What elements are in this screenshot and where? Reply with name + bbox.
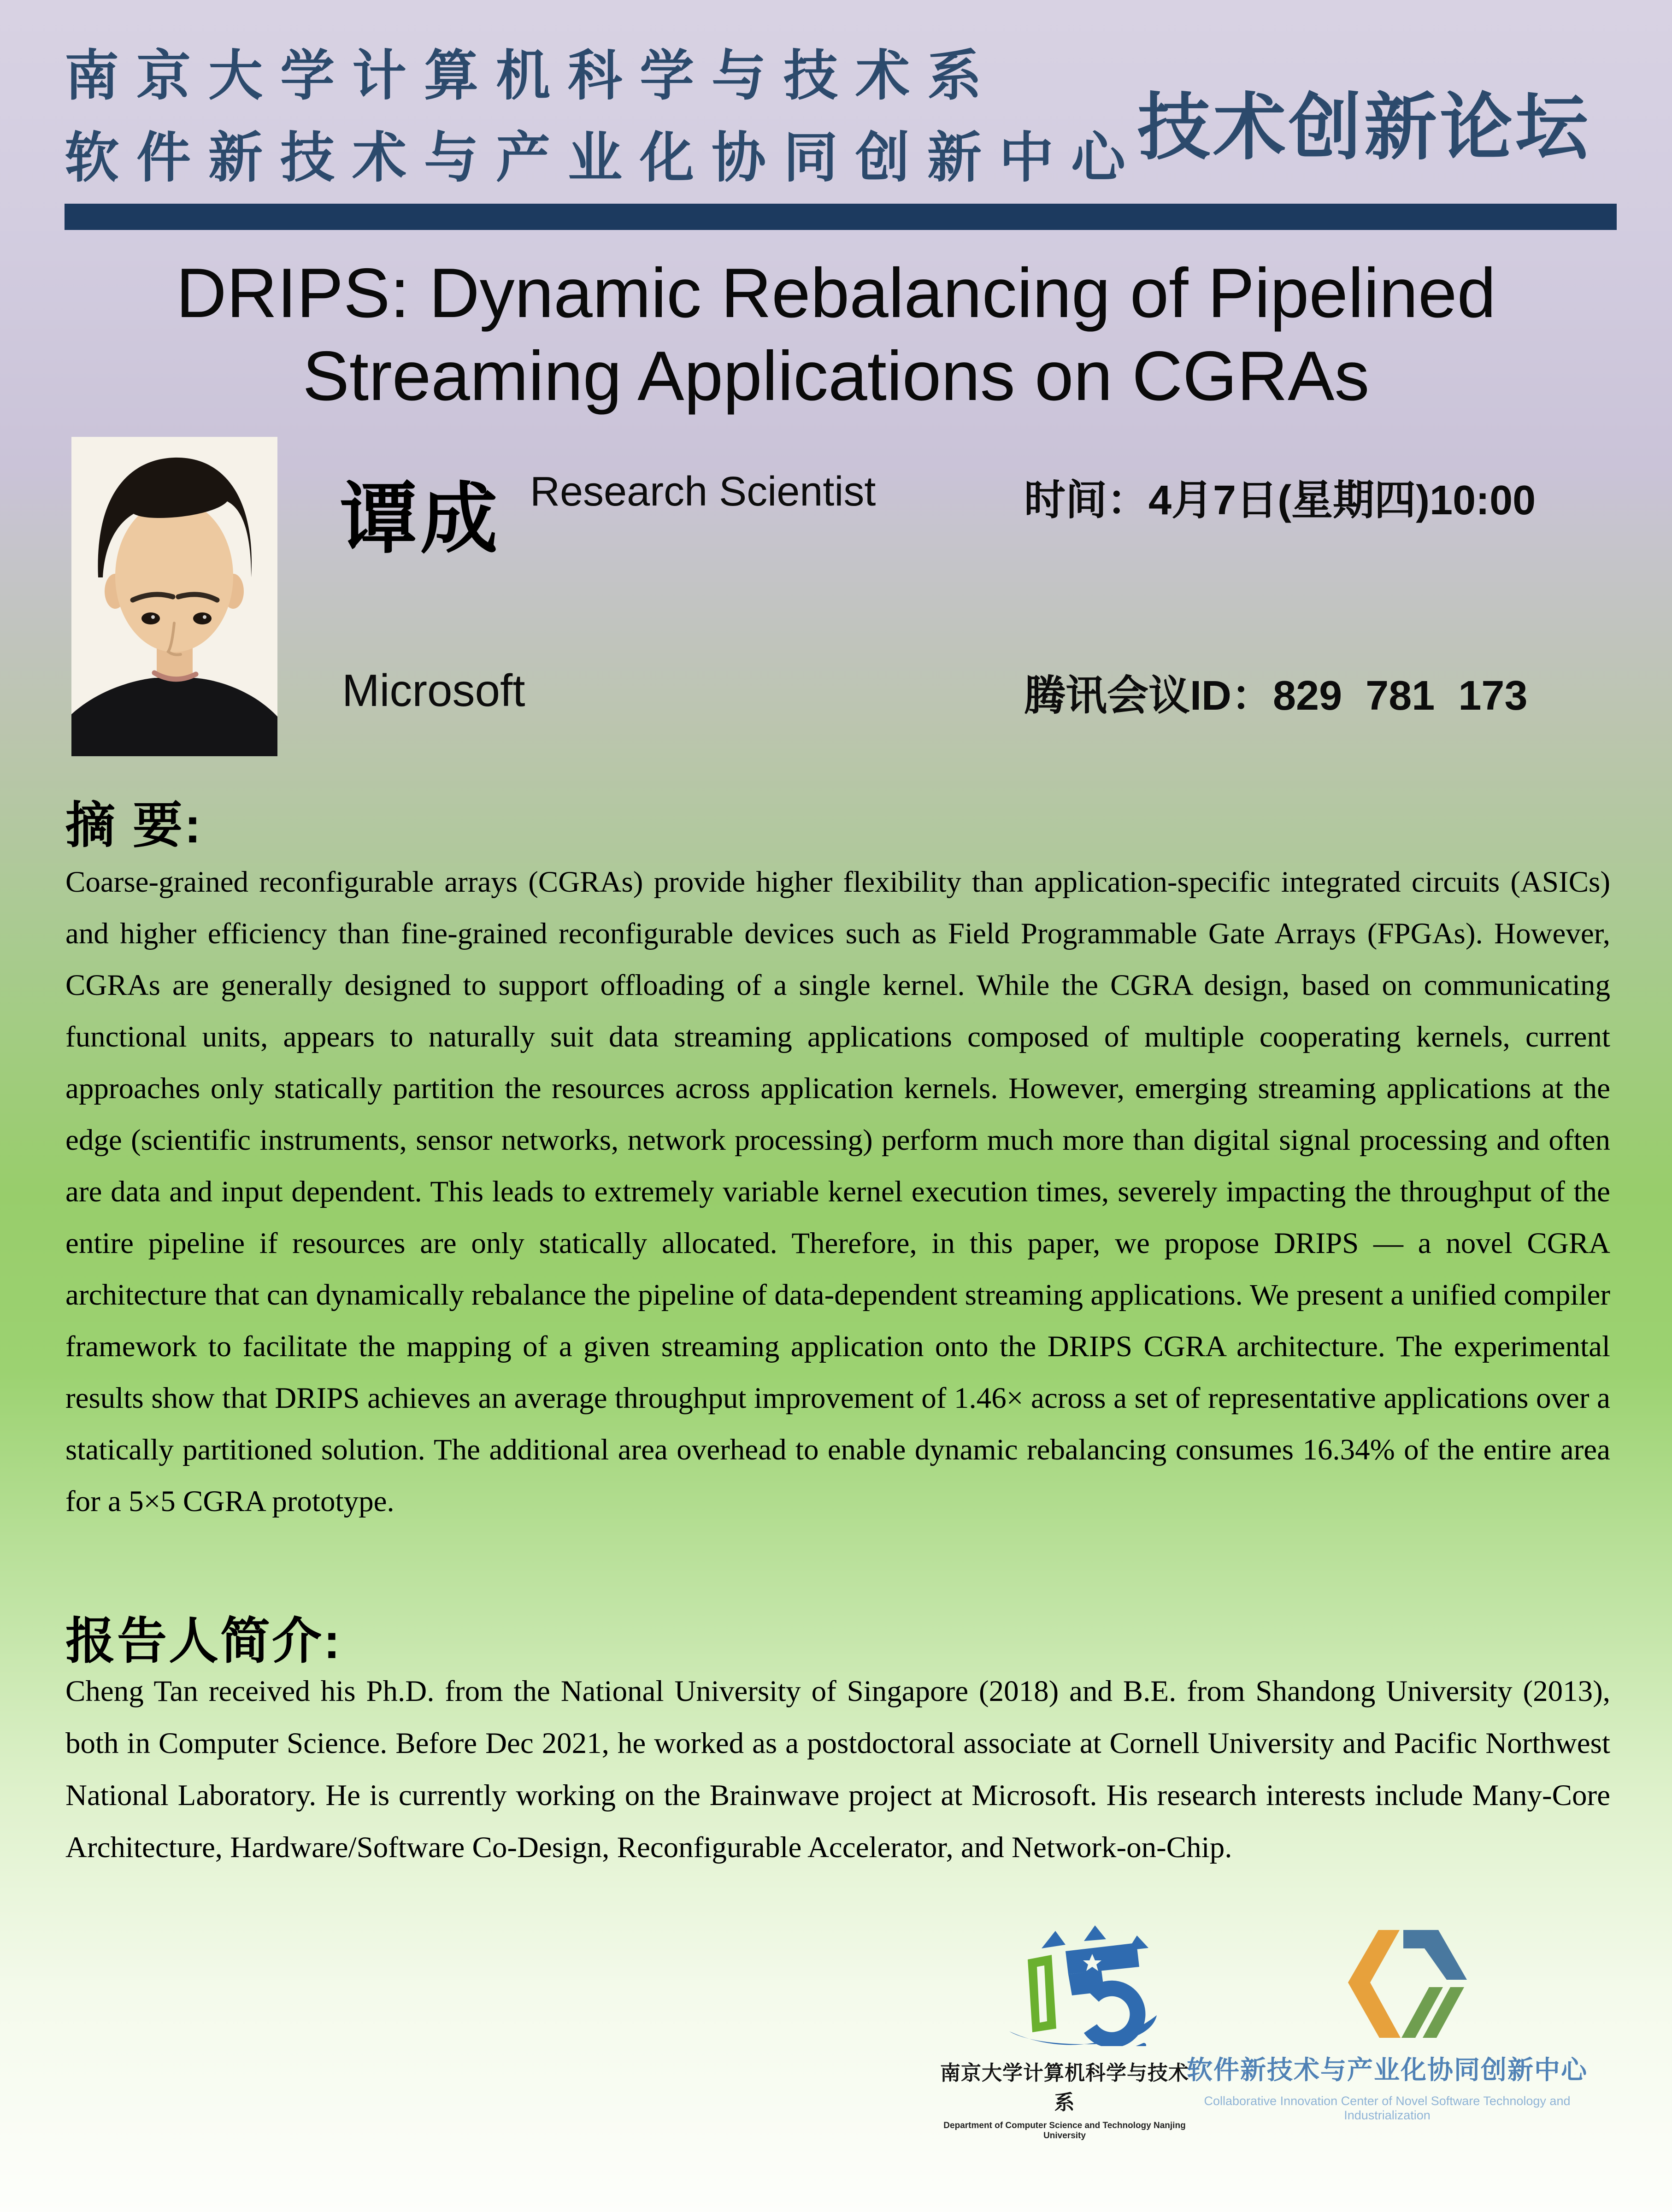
talk-title-line1: DRIPS: Dynamic Rebalancing of Pipelined	[176, 254, 1496, 332]
abstract-body: Coarse-grained reconfigurable arrays (CGRAs) provide higher flexibility than application-specific integrated circuits (ASICs) and higher efficiency than fine-grained reconfigurable devices such as Field Programmable Gate Arrays (FPGAs). However, CGRAs are generally designed to support offloading of a single kernel. While the CGRA design, based on communicating functional units, appears to naturally suit data streaming applications composed of multiple cooperating kernels, current approaches only statically partition the resources across application kernels. However, emerging streaming applications at the edge (scientific instruments, sensor networks, network processing) perform much more than digital signal processing and often are data and input dependent. This leads to extremely variable kernel execution times, severely impacting the throughput of the entire pipeline if resources are only statically allocated. Therefore, in this paper, we propose DRIPS — a novel CGRA architecture that can dynamically rebalance the pipeline of data-dependent streaming applications. We present a unified compiler framework to facilitate the mapping of a given streaming application onto the DRIPS CGRA architecture. The experimental results show that DRIPS achieves an average throughput improvement of 1.46× across a set of representative applications over a statically partitioned solution. The additional area overhead to enable dynamic rebalancing consumes 16.34% of the entire area for a 5×5 CGRA prototype.	[65, 865, 1610, 1518]
cicnst-logo-graphic	[1334, 1926, 1472, 2041]
nju-cs-caption-en: Department of Computer Science and Technology Nanjing University	[943, 2121, 1186, 2141]
cicnst-caption-en: Collaborative Innovation Center of Novel Software Technology and Industrialization	[1204, 2094, 1571, 2122]
talk-title-line2: Streaming Applications on CGRAs	[302, 337, 1370, 415]
cicnst-logo-captions	[1184, 2050, 1590, 2123]
nju-cs-logo-captions	[936, 2056, 1194, 2141]
talk-title	[0, 252, 1672, 418]
speaker-photo	[71, 437, 277, 756]
nju-cs-caption-zh: 南京大学计算机科学与技术系	[940, 2062, 1189, 2114]
speaker-affiliation: Microsoft	[342, 665, 525, 716]
abstract-heading: 摘 要:	[65, 797, 203, 853]
bio-heading: 报告人简介:	[65, 1613, 342, 1669]
cicnst-caption-zh: 软件新技术与产业化协同创新中心	[1187, 2055, 1588, 2084]
speaker-name: 谭成	[340, 473, 500, 564]
bio-body: Cheng Tan received his Ph.D. from the National University of Singapore (2018) and B.E. from Shandong University (2013), both in Computer Science. Before Dec 2021, he worked as a postdoctoral associate at Cornell University and Pacific Northwest National Laboratory. He is currently working on the Brainwave project at Microsoft. His research interests include Many-Core Architecture, Hardware/Software Co-Design, Reconfigurable Accelerator, and Network-on-Chip.	[65, 1675, 1610, 1864]
organization-line1: 南京大学计算机科学与技术系	[65, 46, 1000, 106]
speaker-role: Research Scientist	[530, 469, 876, 515]
organization-line2: 软件新技术与产业化协同创新中心	[65, 128, 1143, 188]
talk-time: 时间：4月7日(星期四)10:00	[1024, 477, 1536, 524]
header-organization	[65, 35, 1143, 199]
meeting-id: 腾讯会议ID：829 781 173	[1024, 673, 1528, 719]
forum-name: 技术创新论坛	[1137, 87, 1591, 168]
divider-bar	[65, 204, 1617, 230]
nju-cs-logo-graphic	[995, 1922, 1171, 2046]
nju-cs-logo	[995, 1922, 1171, 2046]
speaker-portrait-illustration	[71, 437, 277, 756]
cicnst-logo	[1334, 1926, 1472, 2041]
